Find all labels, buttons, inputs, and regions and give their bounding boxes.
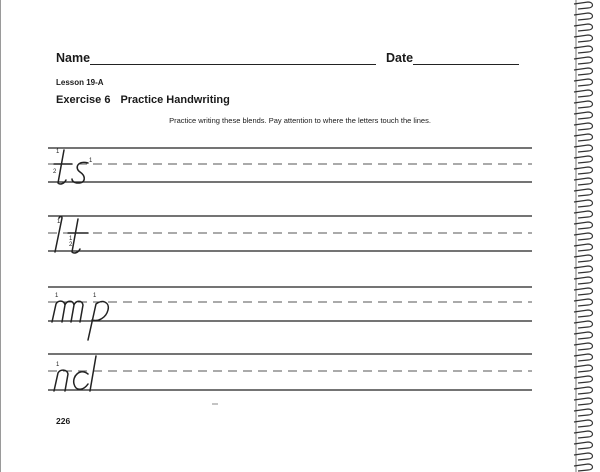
stroke-order-1: 1 [89, 158, 93, 164]
spiral-coil [574, 211, 593, 218]
spiral-coil [574, 442, 593, 449]
spiral-coil [574, 244, 593, 251]
spiral-coil [574, 156, 593, 163]
spiral-coil [574, 200, 593, 207]
spiral-coil [574, 112, 593, 119]
spiral-coil [574, 398, 593, 405]
stroke-order-1: 1 [57, 219, 61, 225]
exercise-title: Practice Handwriting [120, 94, 230, 106]
spiral-coil [574, 123, 593, 130]
lesson-label: Lesson 19-A [56, 78, 104, 87]
spiral-coil [574, 35, 593, 42]
spiral-coil [574, 453, 593, 460]
stroke-order-2: 2 [69, 242, 73, 248]
stroke-order-1: 1 [93, 293, 97, 299]
spiral-coil [574, 24, 593, 31]
spiral-coil [574, 409, 593, 416]
model-letters-nd [54, 356, 96, 391]
spiral-binding [570, 0, 600, 472]
stroke-order-1: 1 [56, 362, 60, 368]
spiral-coil [574, 2, 593, 9]
stroke-order-1: 1 [55, 293, 59, 299]
spiral-coil [574, 310, 593, 317]
spiral-coil [574, 299, 593, 306]
spiral-coil [574, 134, 593, 141]
spiral-coil [574, 420, 593, 427]
spiral-coil [574, 321, 593, 328]
instructions-text: Practice writing these blends. Pay attention to where the letters touch the lines. [169, 116, 431, 125]
spiral-coil [574, 376, 593, 383]
spiral-coil [574, 145, 593, 152]
stroke-order-2: 2 [53, 169, 57, 175]
spiral-coil [574, 255, 593, 262]
practice-row-nd[interactable] [48, 354, 532, 391]
spiral-coil [574, 332, 593, 339]
spiral-coil [574, 101, 593, 108]
spiral-coil [574, 365, 593, 372]
date-label: Date [386, 51, 414, 65]
spiral-coil [574, 222, 593, 229]
spiral-coil [574, 354, 593, 361]
stroke-order-1: 1 [56, 149, 60, 155]
exercise-number: Exercise 6 [56, 94, 111, 106]
name-label: Name [56, 51, 91, 65]
model-letters-ts [54, 150, 88, 184]
spiral-coil [574, 68, 593, 75]
spiral-coil [574, 431, 593, 438]
practice-row-mp[interactable] [48, 287, 532, 340]
spiral-coil [574, 13, 593, 20]
spiral-coil [574, 167, 593, 174]
spiral-coil [574, 178, 593, 185]
practice-row-ts[interactable] [48, 148, 532, 184]
spiral-coil [574, 277, 593, 284]
page-number: 226 [56, 416, 71, 426]
spiral-coil [574, 79, 593, 86]
spiral-coil [574, 233, 593, 240]
spiral-coil [574, 46, 593, 53]
spiral-coil [574, 90, 593, 97]
spiral-coil [574, 266, 593, 273]
spiral-coil [574, 387, 593, 394]
spiral-coil [574, 189, 593, 196]
stroke-order-1: 1 [69, 236, 73, 242]
spiral-coil [574, 343, 593, 350]
spiral-coil [574, 464, 593, 471]
practice-row-lt[interactable] [48, 216, 532, 253]
spiral-coil [574, 57, 593, 64]
spiral-coil [574, 288, 593, 295]
